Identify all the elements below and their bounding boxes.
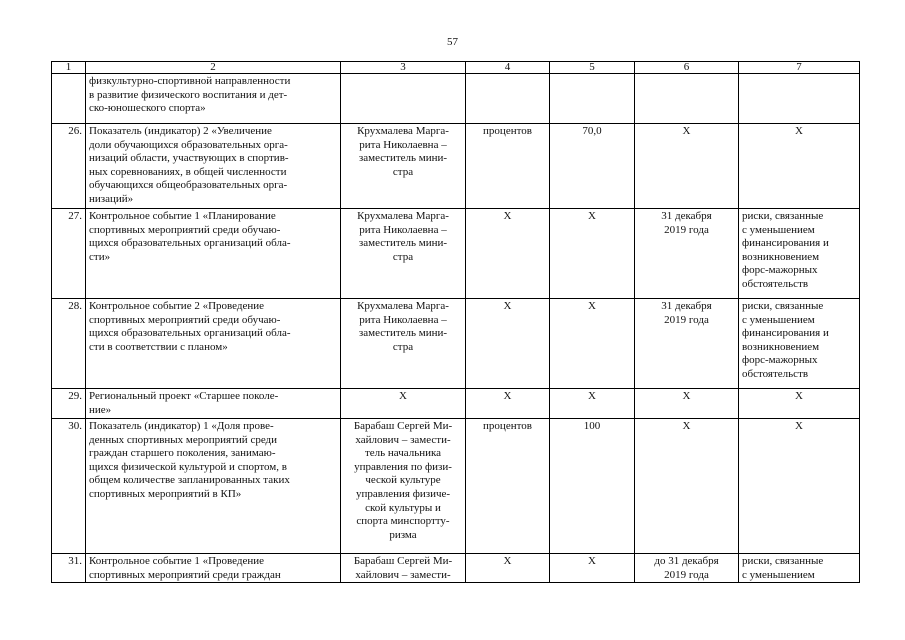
row-deadline: X	[635, 389, 739, 419]
row-unit: X	[466, 299, 550, 389]
row-risks: риски, связанные с уменьшением финансирования и возникновением форс-мажорных обстоятельств	[739, 209, 860, 299]
table-row	[52, 389, 860, 419]
row-number: 28.	[52, 299, 86, 389]
table-row	[52, 74, 860, 124]
column-header: 1	[52, 62, 86, 74]
row-unit: процентов	[466, 124, 550, 209]
row-number: 29.	[52, 389, 86, 419]
row-responsible: Барабаш Сергей Ми- хайлович – замести-	[341, 554, 466, 583]
row-unit: X	[466, 209, 550, 299]
row-risks: X	[739, 419, 860, 554]
table-row	[52, 124, 860, 209]
table-row	[52, 554, 860, 583]
page-number: 57	[447, 36, 458, 48]
column-header: 7	[739, 62, 860, 74]
row-deadline: 31 декабря 2019 года	[635, 299, 739, 389]
row-responsible	[341, 74, 466, 124]
row-name: Показатель (индикатор) 1 «Доля прове- денных спортивных мероприятий среди граждан старшего поколения, занимаю- щихся физической культурой и спортом, в общем количестве запланированных таких спортивных мероприятий в КП»	[86, 419, 341, 554]
row-number: 30.	[52, 419, 86, 554]
row-risks	[739, 74, 860, 124]
row-deadline: X	[635, 419, 739, 554]
row-name: Региональный проект «Старшее поколе- ние»	[86, 389, 341, 419]
row-deadline	[635, 74, 739, 124]
row-risks: риски, связанные с уменьшением	[739, 554, 860, 583]
row-risks: риски, связанные с уменьшением финансирования и возникновением форс-мажорных обстоятельств	[739, 299, 860, 389]
header-row	[52, 62, 860, 74]
row-value: X	[550, 209, 635, 299]
row-responsible: Крухмалева Марга- рита Николаевна – заместитель мини- стра	[341, 124, 466, 209]
row-number: 26.	[52, 124, 86, 209]
row-unit: процентов	[466, 419, 550, 554]
row-name: Контрольное событие 1 «Проведение спортивных мероприятий среди граждан	[86, 554, 341, 583]
row-value: X	[550, 554, 635, 583]
row-responsible: X	[341, 389, 466, 419]
table-row	[52, 299, 860, 389]
row-responsible: Барабаш Сергей Ми- хайлович – замести- тель начальника управления по физи- ческой культуре управления физиче- ской культуры и спорта минспортту- ризма	[341, 419, 466, 554]
row-unit: X	[466, 554, 550, 583]
program-table	[51, 61, 860, 583]
row-number: 31.	[52, 554, 86, 583]
column-header: 5	[550, 62, 635, 74]
column-header: 3	[341, 62, 466, 74]
table-row	[52, 419, 860, 554]
row-number: 27.	[52, 209, 86, 299]
row-value: 70,0	[550, 124, 635, 209]
column-header: 6	[635, 62, 739, 74]
row-value: X	[550, 389, 635, 419]
row-deadline: 31 декабря 2019 года	[635, 209, 739, 299]
row-name: Показатель (индикатор) 2 «Увеличение доли обучающихся образовательных орга- низаций области, участвующих в спортив- ных соревнованиях, в общей численности обучающихся общеобразовательных орга- низаций»	[86, 124, 341, 209]
row-deadline: X	[635, 124, 739, 209]
row-risks: X	[739, 124, 860, 209]
row-responsible: Крухмалева Марга- рита Николаевна – заместитель мини- стра	[341, 209, 466, 299]
row-responsible: Крухмалева Марга- рита Николаевна – заместитель мини- стра	[341, 299, 466, 389]
column-header: 4	[466, 62, 550, 74]
row-name: Контрольное событие 1 «Планирование спортивных мероприятий среди обучаю- щихся образовательных организаций обла- сти»	[86, 209, 341, 299]
row-unit	[466, 74, 550, 124]
row-value: 100	[550, 419, 635, 554]
row-name: физкультурно-спортивной направленности в развитие физического воспитания и дет- ско-юношеского спорта»	[86, 74, 341, 124]
row-number	[52, 74, 86, 124]
row-risks: X	[739, 389, 860, 419]
row-deadline: до 31 декабря 2019 года	[635, 554, 739, 583]
table-row	[52, 209, 860, 299]
table-container	[51, 61, 861, 591]
row-name: Контрольное событие 2 «Проведение спортивных мероприятий среди обучаю- щихся образовательных организаций обла- сти в соответствии с планом»	[86, 299, 341, 389]
row-value: X	[550, 299, 635, 389]
column-header: 2	[86, 62, 341, 74]
row-unit: X	[466, 389, 550, 419]
row-value	[550, 74, 635, 124]
